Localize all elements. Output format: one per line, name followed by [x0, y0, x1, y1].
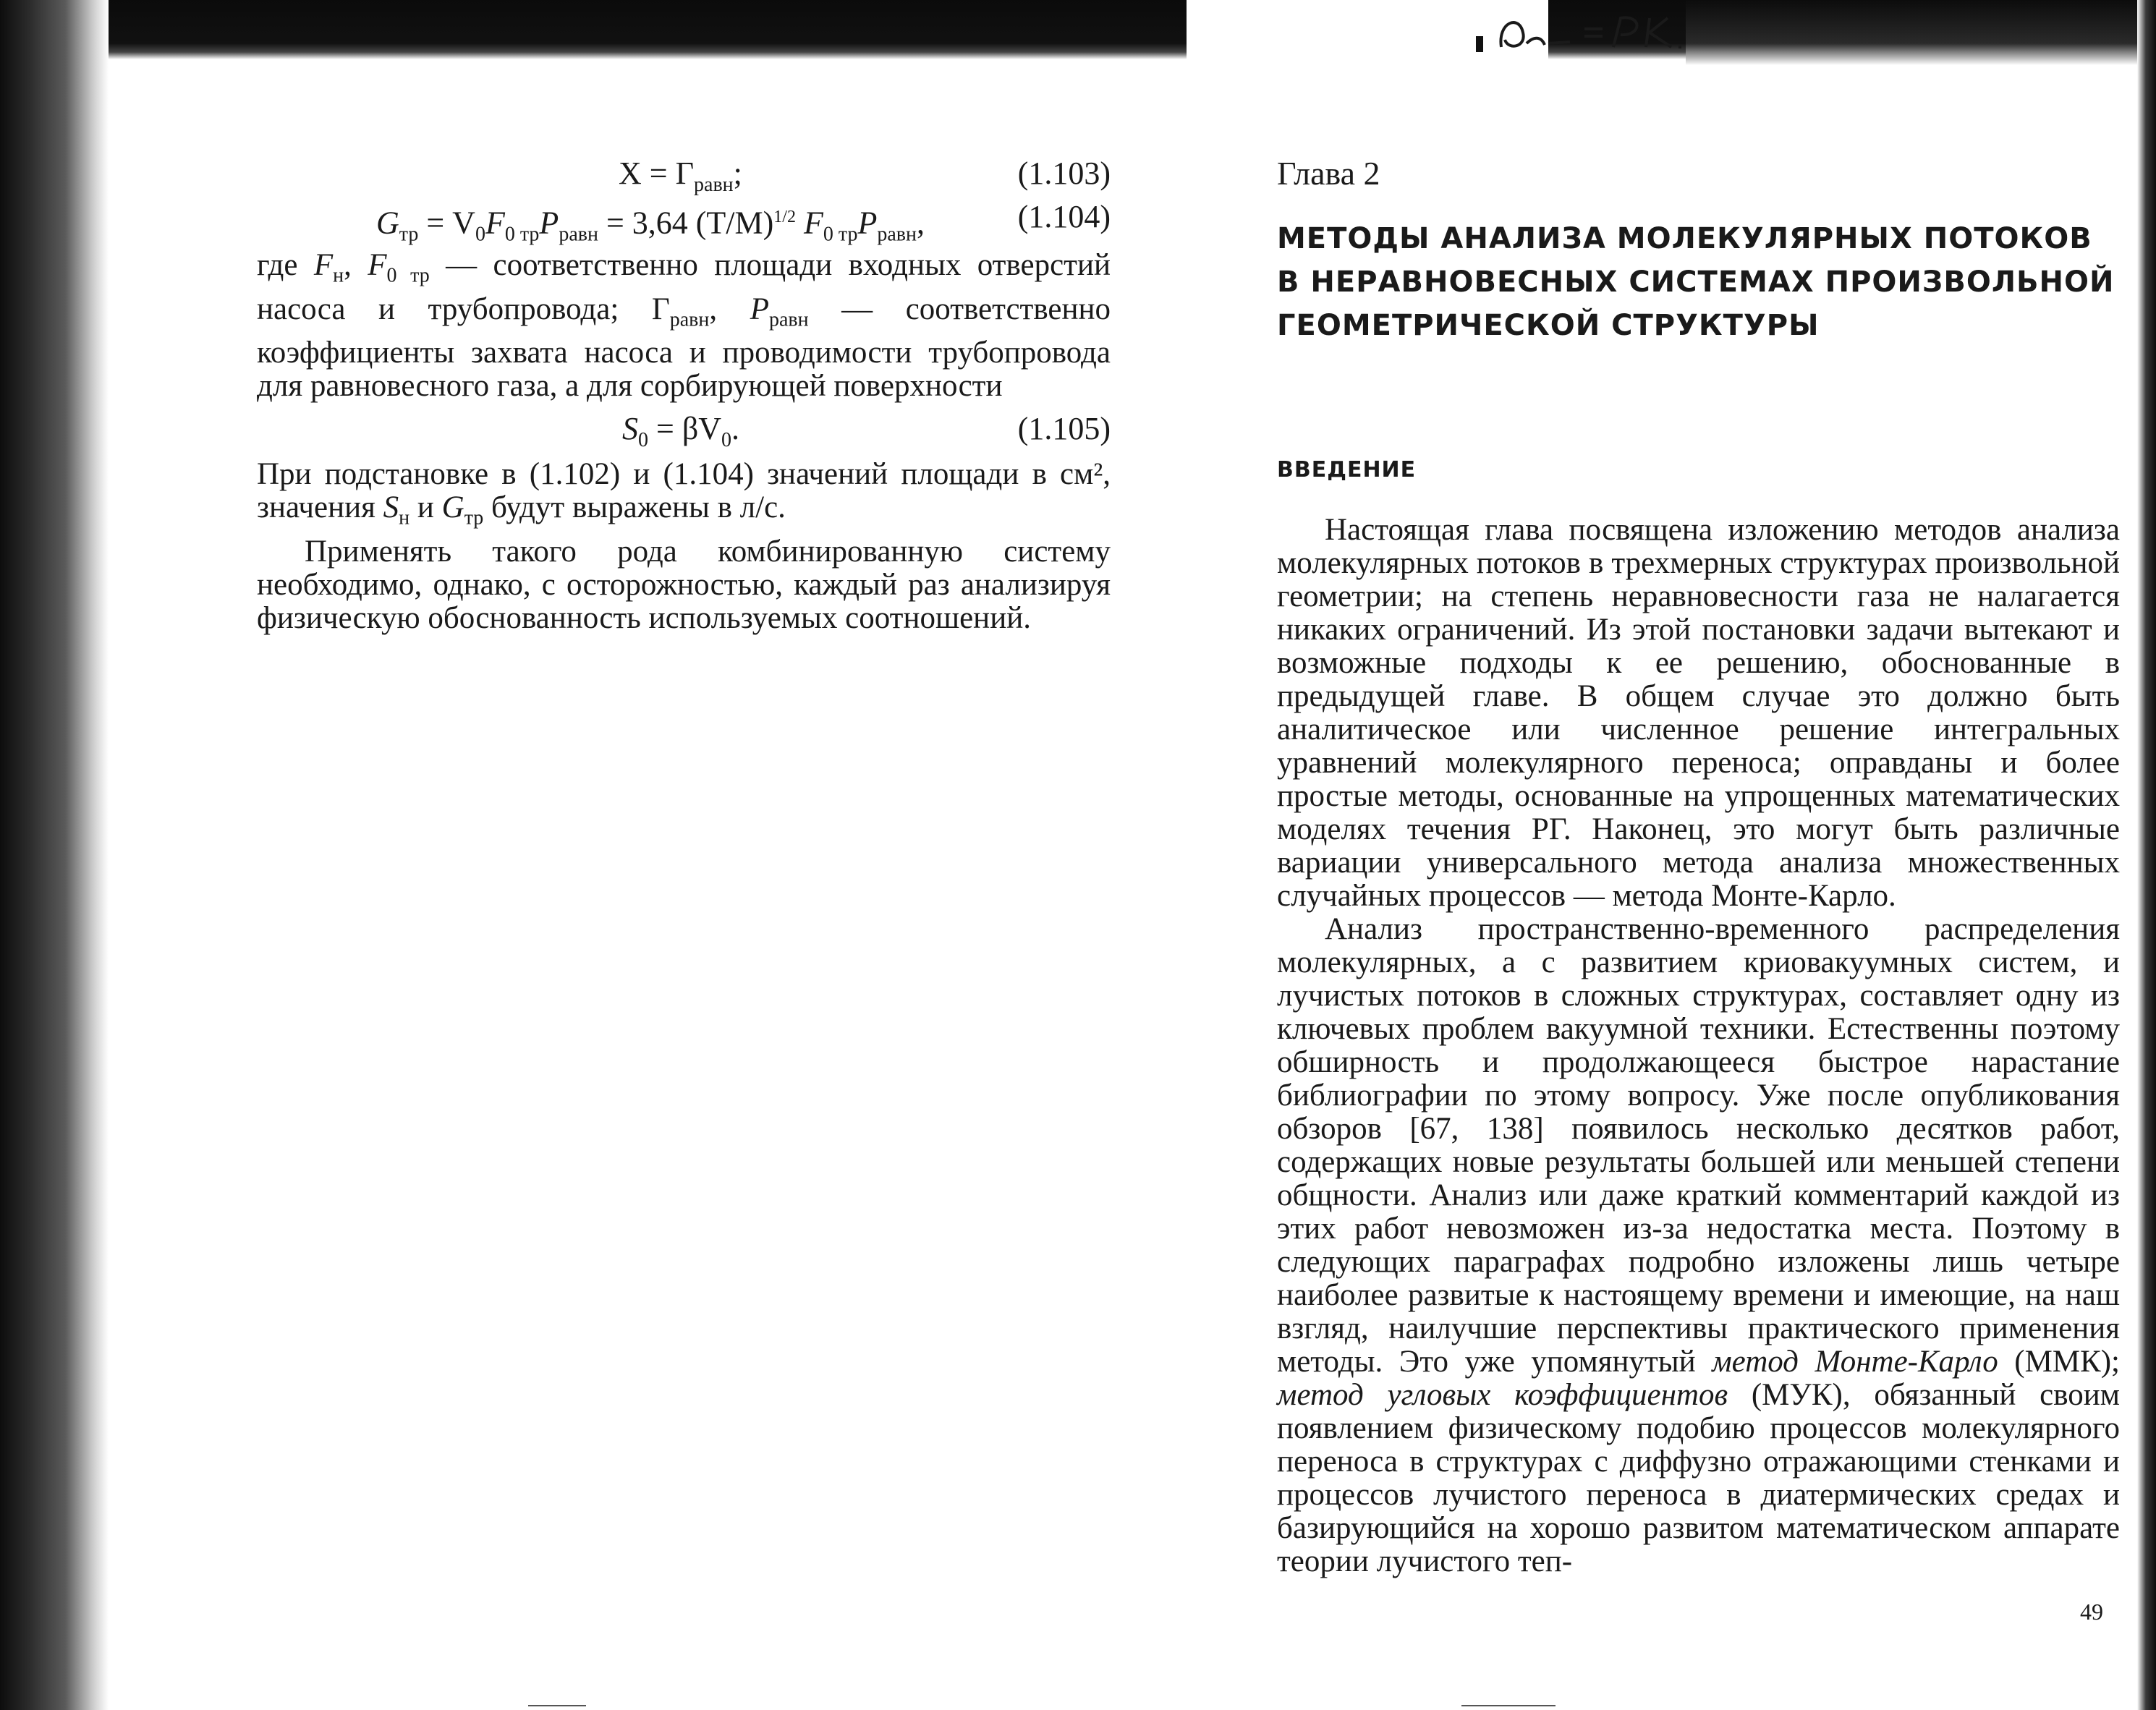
paragraph-introduction: Настоящая глава посвящена изложению методов анализа молекулярных потоков в трехмерных структурах произвольной геометрии; на степень неравновесности газа не налагается никаких ограничений. Из этой постановки задачи вытекают и возможные подходы к ее решению, обоснованные в предыдущей главе. В общем случае это должно быть аналитическое или численное решение интегральных уравнений молекулярного переноса; оправданы и более простые методы, основанные на упрощенных математических моделях течения РГ. Наконец, это могут быть различные вариации универсального метода анализа множественных случайных процессов — метода Монте-Карло. — [1277, 513, 2120, 913]
chapter-title-line-3: ГЕОМЕТРИЧЕСКОЙ СТРУКТУРЫ — [1277, 309, 1820, 342]
section-title: ВВЕДЕНИЕ — [1277, 457, 1417, 482]
bottom-scan-mark-left — [528, 1705, 586, 1706]
handwritten-note — [1476, 7, 1693, 58]
formula-1-105 — [257, 407, 1111, 451]
page-number: 49 — [2080, 1599, 2103, 1625]
formula-1-103 — [257, 152, 1111, 195]
chapter-label: Глава 2 — [1277, 155, 1380, 192]
formula-1-103-expression: $X = \Gamma_{равн}$; — [619, 156, 742, 196]
chapter-title-line-2: В НЕРАВНОВЕСНЫХ СИСТЕМАХ ПРОИЗВОЛЬНОЙ — [1277, 265, 2115, 299]
scan-shadow-left — [0, 0, 109, 1710]
formula-1-105-number: (1.105) — [1017, 411, 1111, 447]
term-monte-carlo: метод Монте-Карло — [1712, 1345, 1998, 1379]
paragraph-substitution: При подстановке в (1.102) и (1.104) значений площади в см², значения $S_н$ и $G_{тр}$ будут выражены в л/с. — [257, 457, 1111, 529]
chapter-title-line-1: МЕТОДЫ АНАЛИЗА МОЛЕКУЛЯРНЫХ ПОТОКОВ — [1277, 222, 2092, 255]
paragraph-analysis: Анализ пространственно-временного распределения молекулярных, а с развитием криовакуумных систем, и лучистых потоков в сложных структурах, составляет одну из ключевых проблем вакуумной техники. Естественны поэтому обширность и продолжающееся быстрое нарастание библиографии по этому вопросу. Уже после опубликования обзоров [67, 138] появилось несколько десятков работ, содержащих новые результаты большей или меньшей степени общности. Анализ или даже краткий комментарий каждой из этих работ невозможен из-за недостатка места. Поэтому в следующих параграфах подробно изложены лишь четыре наиболее развитые к настоящему времени и имеющие, на наш взгляд, наилучшие перспективы практического применения методы. Это уже упомянутый метод Монте-Карло (ММК); метод угловых коэффициентов (МУК), обязанный своим появлением физическому подобию процессов молекулярного переноса в структурах с диффузно отражающими стенками и процессов лучистого переноса в диатермических средах и базирующийся на хорошо развитом математическом аппарате теории лучистого теп- — [1277, 912, 2121, 1578]
right-page — [1277, 152, 2120, 1578]
formula-1-103-number: (1.103) — [1017, 156, 1111, 191]
scan-shadow-top-right — [1686, 0, 2156, 65]
formula-1-104-number: (1.104) — [1017, 199, 1111, 234]
scan-shadow-right — [2137, 0, 2156, 1710]
paragraph-where: где $F_н$, $F_{0 тр}$ — соответственно площади входных отверстий насоса и трубопровода; $\Gamma_{равн}$, $P_{равн}$ — соответственно коэффициенты захвата насоса и проводимости трубопровода для равновесного газа, а для сорбирующей поверхности — [257, 248, 1111, 404]
formula-1-104 — [257, 195, 1111, 246]
bottom-scan-mark-right — [1461, 1705, 1556, 1706]
chapter-title — [1277, 217, 2120, 347]
formula-1-105-expression: $S_0 = \beta V_0$. — [622, 411, 739, 451]
left-page — [257, 152, 1111, 635]
formula-1-104-expression: $G_{тр} = V_0F_{0 тр}P_{равн} = 3,64$ $(T/M)^{1/2}$ $F_{0 тр}P_{равн}$, — [376, 205, 925, 246]
paragraph-apply: Применять такого рода комбинированную систему необходимо, однако, с осторожностью, каждый раз анализируя физическую обоснованность используемых соотношений. — [257, 534, 1111, 635]
term-angular-coefficients: метод угловых коэффициентов — [1277, 1378, 1728, 1412]
